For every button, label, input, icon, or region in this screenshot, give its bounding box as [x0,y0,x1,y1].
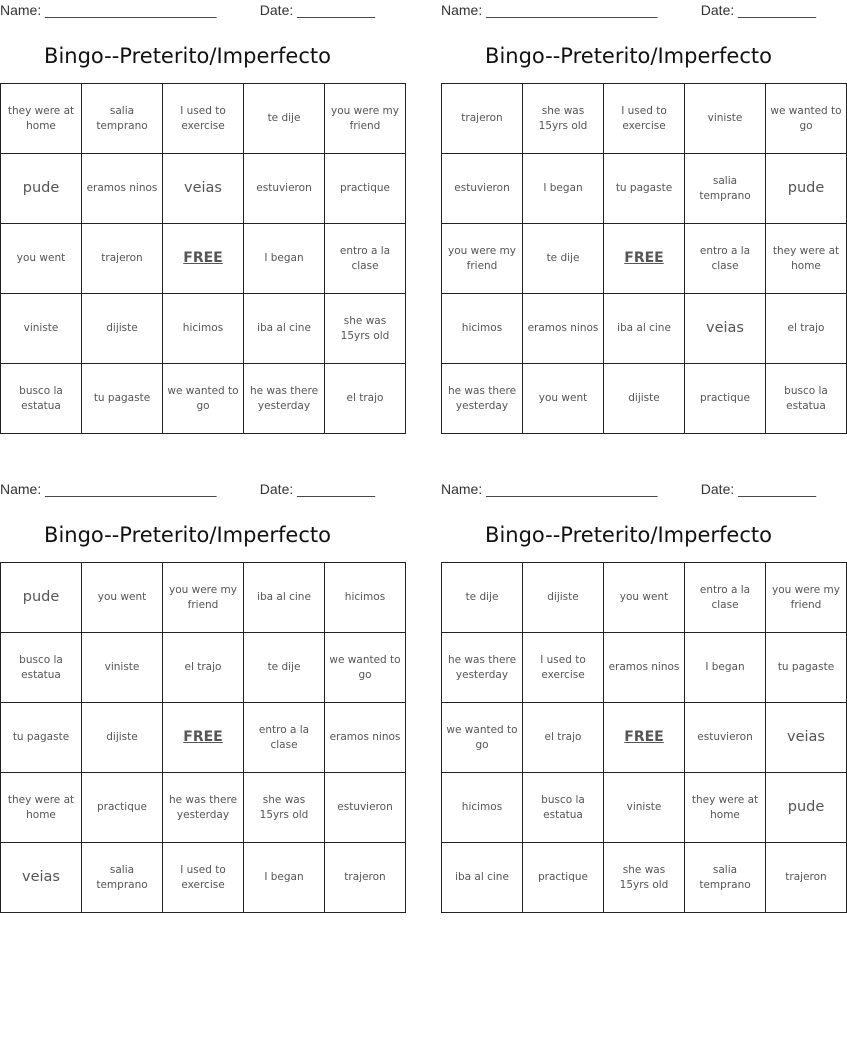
grid-cell: entro a la clase [244,703,325,773]
grid-cell: I began [523,154,604,224]
grid-row [442,843,847,913]
grid-cell: iba al cine [244,294,325,364]
grid-row [1,154,406,224]
bingo-card [0,479,401,891]
grid-row [1,773,406,843]
grid-cell: el trajo [163,633,244,703]
card-title: Bingo--Preterito/Imperfecto [44,44,331,68]
grid-cell: busco la estatua [766,364,847,434]
grid-cell: you went [604,563,685,633]
bingo-grid [441,83,847,434]
grid-cell: entro a la clase [685,224,766,294]
name-date-row [0,0,375,22]
free-space: FREE [163,224,244,294]
grid-cell: salia temprano [685,843,766,913]
grid-cell: I used to exercise [604,84,685,154]
card-title: Bingo--Preterito/Imperfecto [44,523,331,547]
grid-cell: practique [325,154,406,224]
grid-cell: veias [766,703,847,773]
grid-cell: tu pagaste [604,154,685,224]
grid-cell: eramos ninos [325,703,406,773]
grid-cell: he was there yesterday [244,364,325,434]
bingo-card [441,479,840,891]
grid-row [442,84,847,154]
free-space: FREE [604,224,685,294]
grid-cell: viniste [82,633,163,703]
grid-cell: you went [523,364,604,434]
grid-cell: iba al cine [604,294,685,364]
grid-cell: hicimos [442,294,523,364]
grid-cell: estuvieron [685,703,766,773]
grid-row [442,224,847,294]
grid-cell: pude [1,154,82,224]
grid-row [442,633,847,703]
grid-cell: te dije [244,84,325,154]
grid-cell: busco la estatua [1,633,82,703]
grid-row [1,633,406,703]
grid-cell: trajeron [82,224,163,294]
grid-cell: veias [163,154,244,224]
grid-cell: we wanted to go [766,84,847,154]
grid-cell: she was 15yrs old [244,773,325,843]
grid-cell: busco la estatua [1,364,82,434]
grid-row [442,294,847,364]
grid-cell: practique [523,843,604,913]
grid-cell: trajeron [442,84,523,154]
grid-cell: te dije [442,563,523,633]
grid-cell: eramos ninos [82,154,163,224]
grid-cell: you went [1,224,82,294]
grid-cell: eramos ninos [604,633,685,703]
free-space: FREE [163,703,244,773]
name-field: Name: ______________________ [0,2,217,18]
grid-row [1,563,406,633]
bingo-grid [0,83,406,434]
grid-cell: el trajo [325,364,406,434]
grid-cell: I began [244,843,325,913]
grid-cell: viniste [1,294,82,364]
grid-cell: estuvieron [244,154,325,224]
grid-cell: they were at home [1,773,82,843]
bingo-card [0,0,399,412]
grid-cell: we wanted to go [442,703,523,773]
grid-cell: we wanted to go [163,364,244,434]
grid-row [1,294,406,364]
grid-cell: I began [244,224,325,294]
grid-row [1,703,406,773]
grid-cell: we wanted to go [325,633,406,703]
grid-cell: pude [1,563,82,633]
grid-cell: tu pagaste [1,703,82,773]
grid-row [442,364,847,434]
grid-cell: tu pagaste [766,633,847,703]
grid-cell: viniste [685,84,766,154]
grid-cell: viniste [604,773,685,843]
date-field: Date: __________ [259,2,375,18]
card-title: Bingo--Preterito/Imperfecto [485,44,772,68]
grid-row [442,154,847,224]
grid-cell: you were my friend [766,563,847,633]
grid-cell: salia temprano [82,84,163,154]
grid-cell: el trajo [523,703,604,773]
grid-cell: practique [82,773,163,843]
grid-cell: te dije [244,633,325,703]
grid-cell: he was there yesterday [442,633,523,703]
name-date-row [441,479,816,501]
grid-cell: you were my friend [163,563,244,633]
grid-cell: pude [766,154,847,224]
grid-cell: estuvieron [325,773,406,843]
grid-cell: practique [685,364,766,434]
grid-row [442,563,847,633]
grid-cell: hicimos [163,294,244,364]
grid-cell: pude [766,773,847,843]
grid-cell: veias [685,294,766,364]
grid-cell: you were my friend [442,224,523,294]
grid-cell: she was 15yrs old [325,294,406,364]
grid-cell: trajeron [325,843,406,913]
date-field: Date: __________ [259,481,375,497]
name-field: Name: ______________________ [441,2,658,18]
grid-row [442,703,847,773]
grid-cell: estuvieron [442,154,523,224]
grid-cell: te dije [523,224,604,294]
name-field: Name: ______________________ [0,481,217,497]
grid-cell: busco la estatua [523,773,604,843]
grid-cell: hicimos [442,773,523,843]
grid-cell: dijiste [82,294,163,364]
grid-cell: you went [82,563,163,633]
grid-cell: they were at home [1,84,82,154]
grid-cell: entro a la clase [325,224,406,294]
name-date-row [441,0,816,22]
grid-row [1,224,406,294]
bingo-card [441,0,842,412]
grid-cell: he was there yesterday [442,364,523,434]
grid-cell: iba al cine [442,843,523,913]
grid-cell: tu pagaste [82,364,163,434]
grid-row [1,364,406,434]
grid-cell: el trajo [766,294,847,364]
grid-cell: they were at home [685,773,766,843]
free-space: FREE [604,703,685,773]
grid-cell: entro a la clase [685,563,766,633]
grid-cell: dijiste [82,703,163,773]
grid-cell: dijiste [604,364,685,434]
bingo-grid [0,562,406,913]
grid-cell: you were my friend [325,84,406,154]
grid-cell: salia temprano [82,843,163,913]
grid-cell: salia temprano [685,154,766,224]
bingo-grid [441,562,847,913]
grid-cell: eramos ninos [523,294,604,364]
grid-cell: I used to exercise [163,84,244,154]
grid-cell: they were at home [766,224,847,294]
grid-cell: I used to exercise [163,843,244,913]
grid-cell: I began [685,633,766,703]
grid-cell: he was there yesterday [163,773,244,843]
grid-cell: iba al cine [244,563,325,633]
name-field: Name: ______________________ [441,481,658,497]
grid-cell: I used to exercise [523,633,604,703]
grid-cell: veias [1,843,82,913]
grid-cell: dijiste [523,563,604,633]
date-field: Date: __________ [700,481,816,497]
name-date-row [0,479,375,501]
grid-row [1,84,406,154]
card-title: Bingo--Preterito/Imperfecto [485,523,772,547]
date-field: Date: __________ [700,2,816,18]
grid-row [442,773,847,843]
grid-cell: she was 15yrs old [523,84,604,154]
grid-cell: hicimos [325,563,406,633]
grid-cell: trajeron [766,843,847,913]
grid-row [1,843,406,913]
grid-cell: she was 15yrs old [604,843,685,913]
